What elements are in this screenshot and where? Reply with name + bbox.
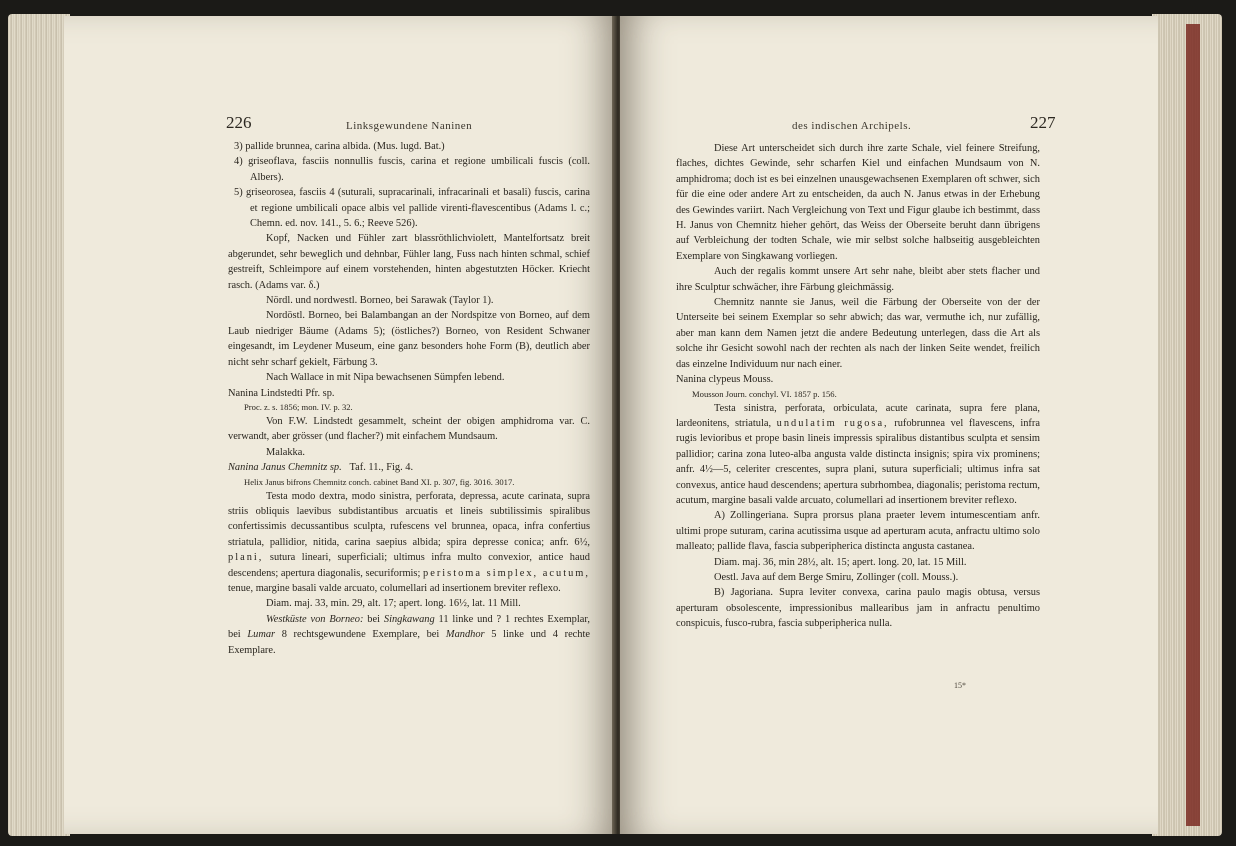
spaced-text: plani, bbox=[228, 552, 264, 564]
text-run: 8 rechtsgewundene Exemplare, bei bbox=[275, 629, 446, 641]
species-heading: Nanina clypeus Mouss. bbox=[676, 374, 774, 386]
paragraph: Kopf, Nacken und Fühler zart blassröthlichviolett, Mantelfortsatz breit abgerundet, sehr beweglich und dehnbar, Fühler lang, Fuss nach hinten schmal, schief gestreift, Schleimpore auf einem vorstehenden, hinten abgestutzten Höcker. Kriecht rasch. (Adams var. δ.) bbox=[228, 233, 590, 291]
reference: Proc. z. s. 1856; mon. IV. p. 32. bbox=[244, 401, 353, 412]
paragraph: Nordöstl. Borneo, bei Balambangan an der Nordspitze von Borneo, auf dem Laub niedriger Bäume (Adams 5); (östliches?) Borneo, von Resident Schwaner eingesandt, im Leydener Museum, eine ganz besonders hohe Form (B), deutlich aber nicht sehr scharf gekielt, Färbung 3. bbox=[228, 310, 590, 368]
latin-description bbox=[228, 489, 590, 597]
locality-label: Westküste von Borneo: bbox=[266, 613, 364, 625]
reference: Helix Janus bifrons Chemnitz conch. cabinet Band XI. p. 307, fig. 3016. 3017. bbox=[244, 476, 515, 487]
left-page-number: 226 bbox=[226, 113, 252, 132]
locality-label: Singkawang bbox=[383, 613, 435, 625]
right-page bbox=[620, 16, 1158, 834]
paragraph: Auch der regalis kommt unsere Art sehr nahe, bleibt aber stets flacher und ihre Sculptur schwächer, ihre Färbung gleichmässig. bbox=[676, 266, 1040, 293]
text-run: Testa modo dextra, modo sinistra, perforata, depressa, acute carinata, supra striis obliquis laevibus subdistantibus arcuatis et lineis subtilissimis spiralibus confertissimis decussantibus sculpta, rufescens vel brunnea, opaca, infra confertius striatula, pallidior, nitida, carina saepius albida; spira depresse conica; anfr. 6½, bbox=[228, 490, 590, 548]
measurements: Diam. maj. 33, min. 29, alt. 17; apert. long. 16½, lat. 11 Mill. bbox=[266, 598, 521, 610]
text-run: rufobrunnea vel flavescens, infra rugis levioribus et prope basin lineis impressis spiralibus distantibus sculpta et sensim pallidior; carina zona luteo-alba angusta valde distincta insignis; spira vix prominens; anfr. 4½—5, celeriter crescentes, supra plani, sutura superficiali; ultimus infra sat convexus, antice haud descendens; apertura subrhombea, diagonalis; peristoma rectum, acutum, margine basali valde arcuato, columellari ad insertionem breviter reflexo. bbox=[676, 417, 1040, 506]
right-page-number: 227 bbox=[1030, 113, 1056, 132]
latin-description bbox=[676, 401, 1040, 509]
locality-paragraph bbox=[228, 612, 590, 658]
spaced-text: undulatim rugosa, bbox=[776, 417, 889, 429]
paragraph: Chemnitz nannte sie Janus, weil die Färbung der Oberseite von der der Unterseite bei seinem Exemplar so sehr abwich; das war, vermuthe ich, nur zufällig, aber man kann dem Namen jetzt die andere Bedeutung unterlegen, dass die Art als solche ihr Gesicht sowohl nach der rechten als nach der linken Seite wendet, freilich das einzelne Individuum nur nach einer. bbox=[676, 297, 1040, 370]
variety-item: 3) pallide brunnea, carina albida. (Mus. lugd. Bat.) bbox=[234, 141, 445, 152]
left-running-head: Linksgewundene Naninen bbox=[346, 120, 473, 132]
right-page-body bbox=[676, 141, 1040, 632]
left-page-body bbox=[228, 139, 590, 658]
paragraph: Nach Wallace in mit Nipa bewachsenen Sümpfen lebend. bbox=[266, 372, 505, 384]
species-heading bbox=[228, 460, 590, 475]
signature-mark: 15* bbox=[954, 681, 966, 690]
text-run: tenue, margine basali valde arcuato, columellari ad insertionem breviter reflexo. bbox=[228, 582, 561, 594]
text-run: Testa sinistra, perforata, orbiculata, acute carinata, supra fere plana, lardeonitens, striatula, bbox=[676, 402, 1040, 429]
left-page bbox=[64, 16, 616, 834]
text-run: bei bbox=[363, 613, 384, 625]
species-heading: Nanina Lindstedti Pfr. sp. bbox=[228, 387, 335, 399]
plate-reference: Taf. 11., Fig. 4. bbox=[349, 462, 414, 474]
reference: Mousson Journ. conchyl. VI. 1857 p. 156. bbox=[692, 388, 837, 399]
text-run: 11 linke und ? 1 rechtes Exemplar, bei bbox=[228, 613, 591, 641]
text-run: sutura lineari, superficiali; ultimus infra multo convexior, antice haud descendens; apertura diagonalis, securiformis; bbox=[228, 552, 590, 579]
variety-item: 5) griseorosea, fasciis 4 (suturali, supracarinali, infracarinali et basali) fuscis, carina et regione umbilicali opace albis vel pallide virenti-flavescentibus (Adams l. c.; Chemn. ed. nov. 141., 5. 6.; Reeve 526). bbox=[234, 187, 590, 230]
paragraph: Von F.W. Lindstedt gesammelt, scheint der obigen amphidroma var. C. verwandt, aber grösser (und flacher?) mit einfachem Mundsaum. bbox=[228, 415, 590, 443]
variety-item: 4) griseoflava, fasciis nonnullis fuscis, carina et regione umbilicali fuscis (coll. Albers). bbox=[234, 156, 590, 183]
locality-label: Lumar bbox=[247, 629, 276, 641]
red-bookmark-edge bbox=[1186, 24, 1200, 826]
paragraph: Malakka. bbox=[266, 446, 305, 458]
paragraph: Oestl. Java auf dem Berge Smiru, Zollinger (coll. Mouss.). bbox=[714, 571, 959, 583]
text-run: 5 linke und 4 rechte Exemplare. bbox=[228, 629, 590, 656]
paragraph: B) Jagoriana. Supra leviter convexa, carina paulo magis obtusa, versus aperturam obsolescente, impressionibus mallearibus jam in anfractu penultimo conspicuis, fusco-rubra, fascia subperipherica nulla. bbox=[676, 587, 1040, 630]
spaced-text: peristoma simplex, acutum, bbox=[423, 567, 590, 579]
locality-label: Mandhor bbox=[445, 629, 485, 641]
paragraph: Diese Art unterscheidet sich durch ihre zarte Schale, viel feinere Streifung, flaches, dichtes Gewinde, sehr scharfen Kiel und einfachen Mundsaum von N. amphidroma; doch ist es bei einzelnen unausgewachsenen Exemplaren oft schwer, sich für die eine oder andere Art zu entscheiden, da auch N. Janus etwas in der Erhebung des Gewindes variirt. Nach Vergleichung von Text und Figur glaube ich bestimmt, dass H. Janus von Chemnitz hieher gehört, das Weiss der Oberseite beruht dann übrigens auf Verbleichung der todten Schale, wie mir selbst solche halbseitig ausgebleichten Exemplare von Singkawang vorliegen. bbox=[676, 143, 1040, 262]
species-name: Nanina Janus Chemnitz sp. bbox=[228, 462, 342, 474]
right-running-head: des indischen Archipels. bbox=[792, 120, 912, 132]
paragraph: Nördl. und nordwestl. Borneo, bei Sarawak (Taylor 1). bbox=[266, 295, 494, 307]
left-page-edges bbox=[8, 14, 70, 836]
paragraph: A) Zollingeriana. Supra prorsus plana praeter levem intumescentiam anfr. ultimi prope suturam, carina acutissima usque ad aperturam acuta, anfractu ultimo solo malleato; pallide flava, fascia subperipherica distincta angusta castanea. bbox=[676, 510, 1040, 553]
measurements: Diam. maj. 36, min 28½, alt. 15; apert. long. 20, lat. 15 Mill. bbox=[714, 556, 967, 568]
